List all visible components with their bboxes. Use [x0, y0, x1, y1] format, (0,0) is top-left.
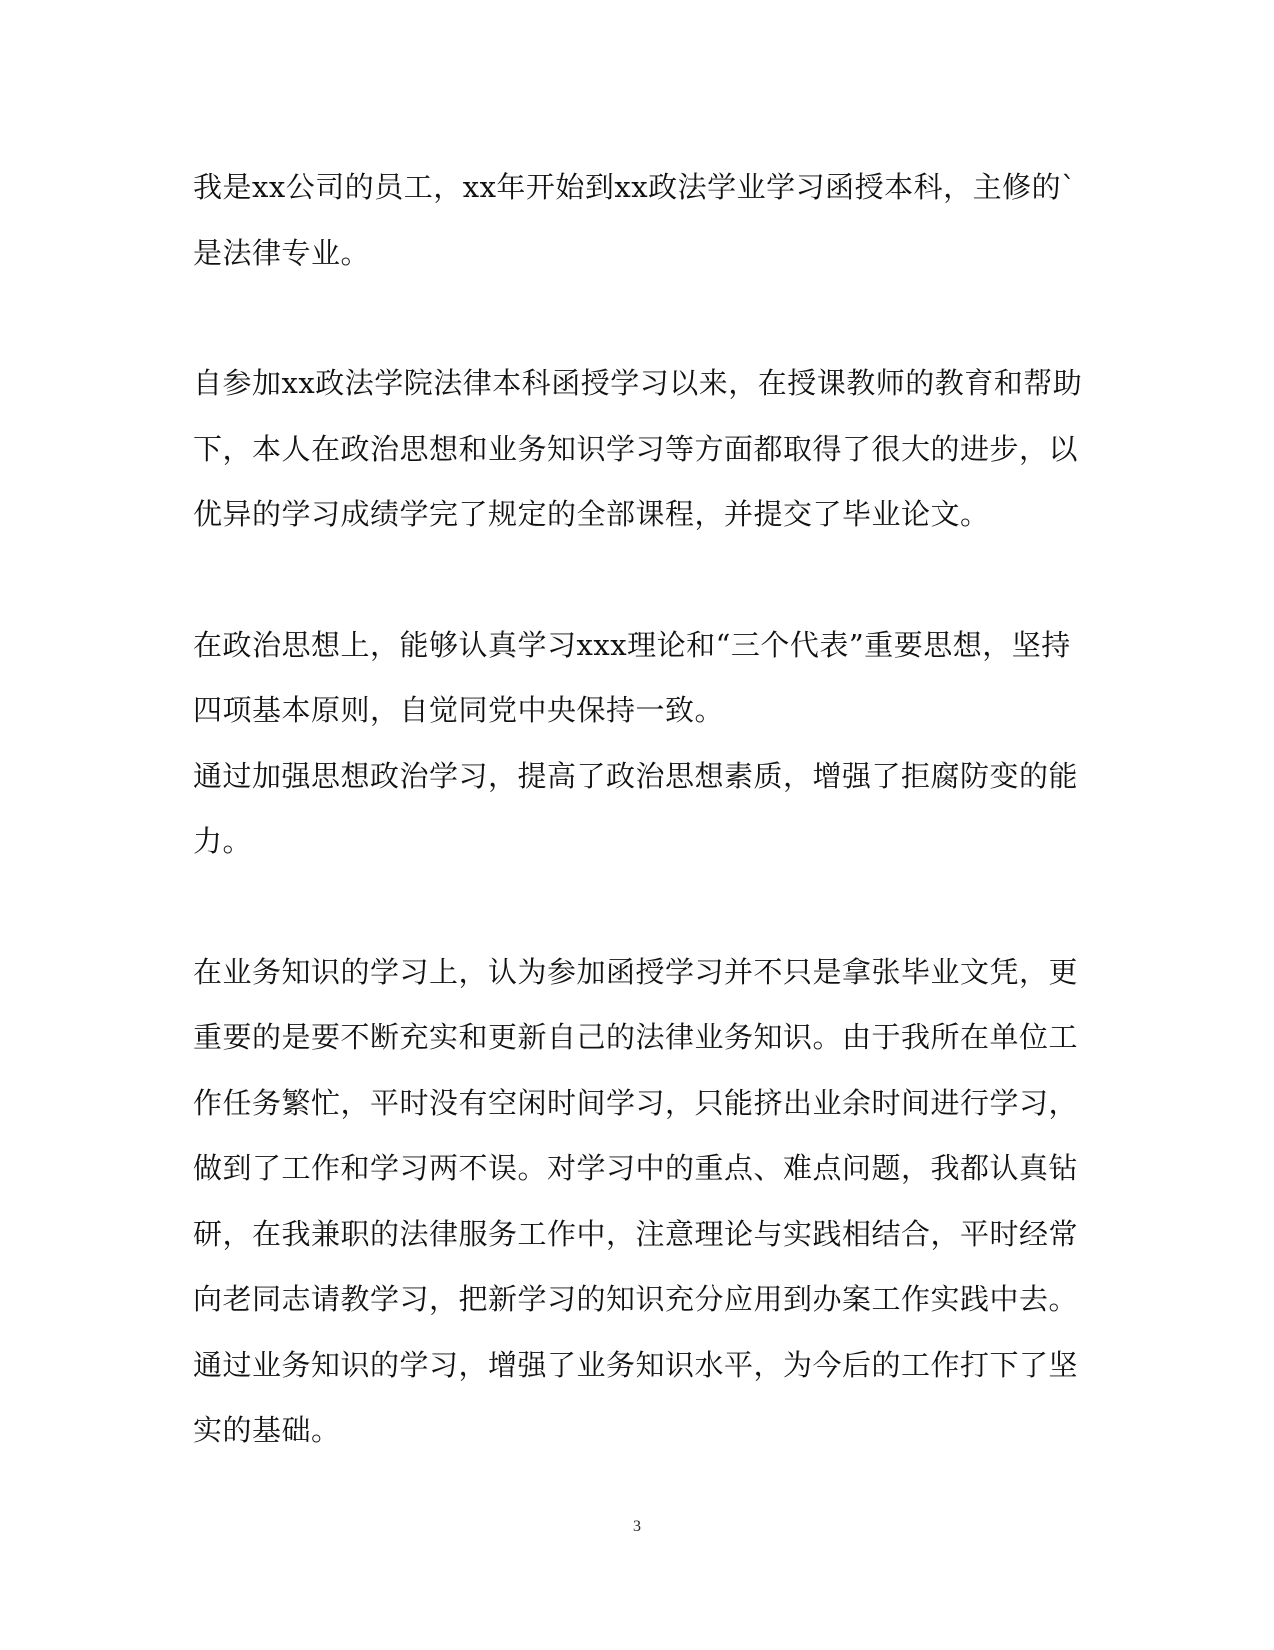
paragraph-political-study: 通过加强思想政治学习，提高了政治思想素质，增强了拒腐防变的能力。 [193, 758, 1079, 858]
paragraph-political-thought: 在政治思想上，能够认真学习xxx理论和“三个代表”重要思想，坚持四项基本原则，自觉同党中央保持一致。 [193, 627, 1071, 727]
paragraph-employee-intro: 我是xx公司的员工，xx年开始到xx政法学业学习函授本科，主修的`是法律专业。 [193, 170, 1077, 270]
paragraph-study-progress: 自参加xx政法学院法律本科函授学习以来，在授课教师的教育和帮助下，本人在政治思想和业务知识学习等方面都取得了很大的进步，以优异的学习成绩学完了规定的全部课程，并提交了毕业论文。 [193, 366, 1083, 531]
page-number: 3 [633, 1518, 641, 1535]
document-body [193, 155, 1093, 1464]
paragraph-business-knowledge: 在业务知识的学习上，认为参加函授学习并不只是拿张毕业文凭，更重要的是要不断充实和更新自己的法律业务知识。由于我所在单位工作任务繁忙，平时没有空闲时间学习，只能挤出业余时间进行学习，做到了工作和学习两不误。对学习中的重点、难点问题，我都认真钻研，在我兼职的法律服务工作中，注意理论与实践相结合，平时经常向老同志请教学习，把新学习的知识充分应用到办案工作实践中去。通过业务知识的学习，增强了业务知识水平，为今后的工作打下了坚实的基础。 [193, 954, 1079, 1447]
